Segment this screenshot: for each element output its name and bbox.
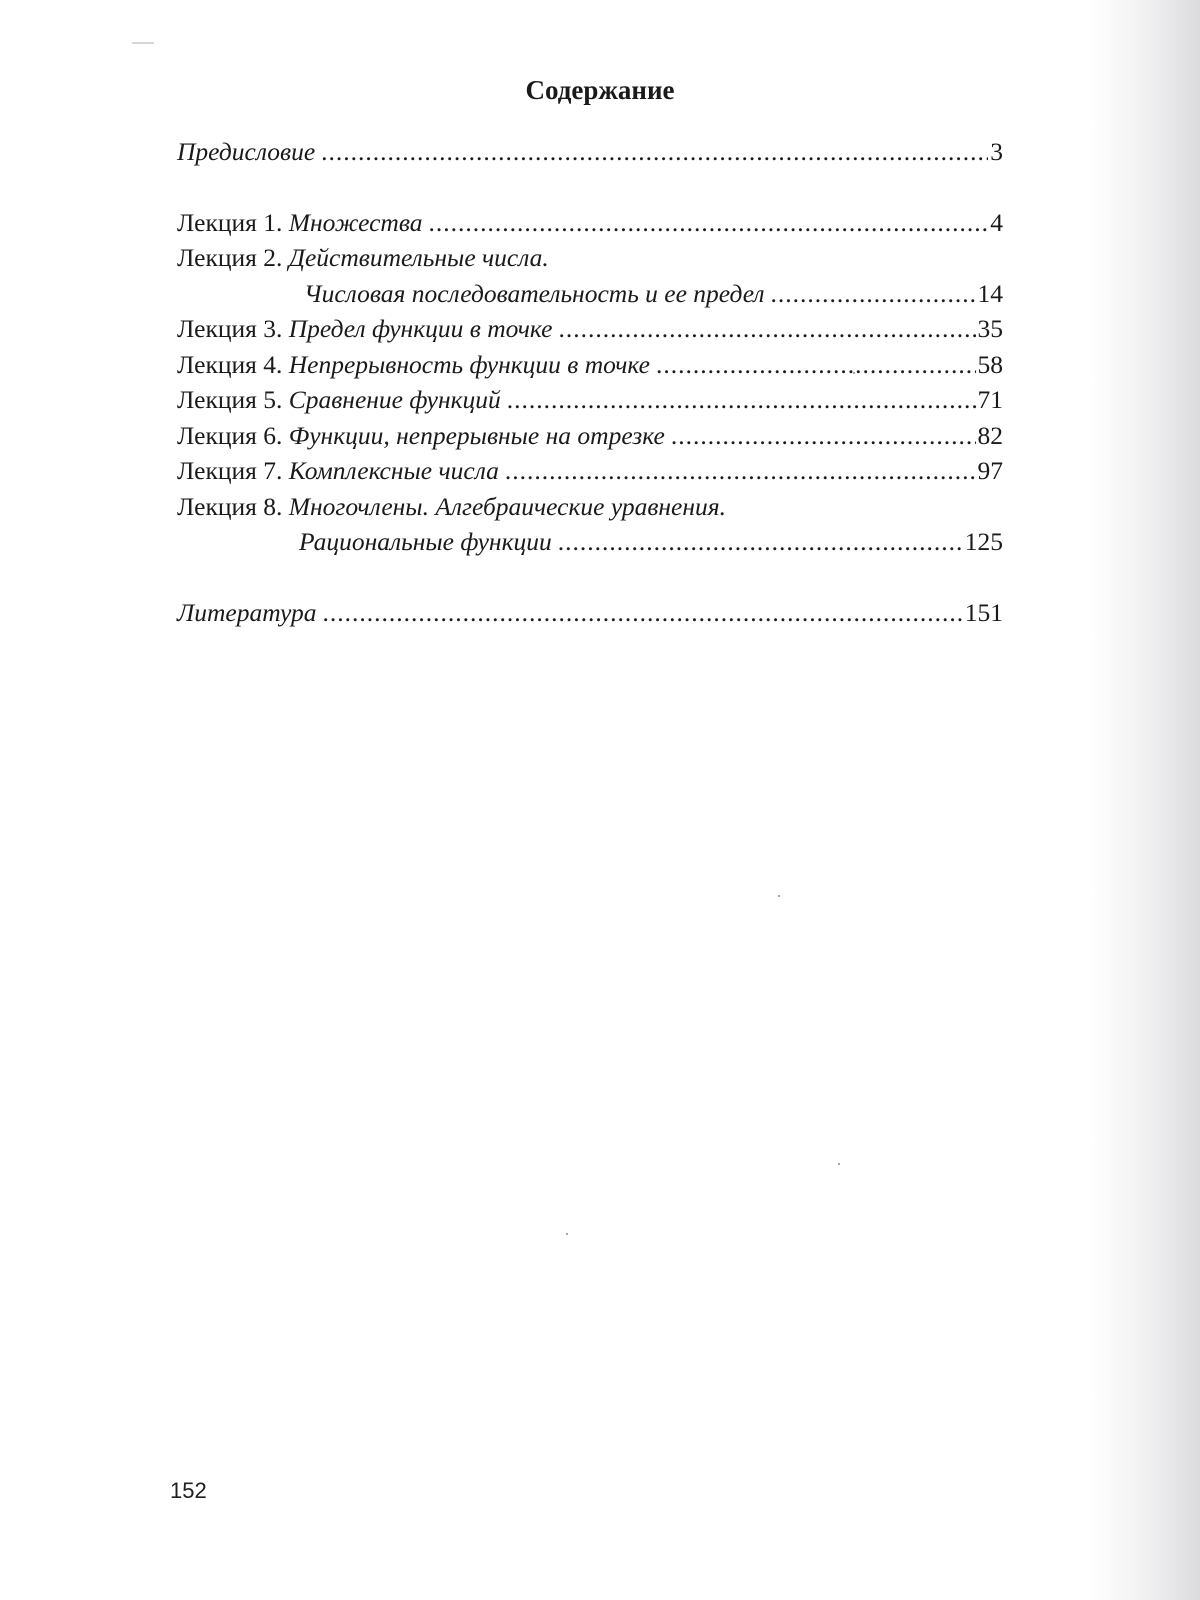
entry-page: 35 (977, 314, 1003, 343)
page-number: 152 (170, 1478, 207, 1503)
toc-entry-lecture-2[interactable] (177, 240, 1003, 276)
dot-leader (321, 134, 988, 170)
dot-leader (771, 276, 976, 312)
entry-label: Лекция 8. (177, 491, 283, 521)
toc-entry-lecture-5[interactable] (177, 382, 1003, 418)
toc-entry-lecture-8[interactable] (177, 489, 1003, 525)
entry-page: 14 (977, 278, 1003, 308)
entry-title-line-2: Числовая последовательность и ее предел (304, 278, 765, 308)
toc-entry-lecture-1[interactable] (177, 205, 1003, 241)
entry-page: 3 (990, 137, 1003, 166)
page-edge-shadow (1090, 0, 1200, 1600)
dot-leader (558, 524, 963, 560)
scan-speck (778, 895, 780, 897)
entry-title-line-2: Рациональные функции (299, 527, 552, 556)
entry-title: Комплексные числа (288, 456, 499, 485)
entry-label: Лекция 7. (177, 456, 283, 485)
entry-page: 97 (977, 456, 1003, 485)
entry-label: Лекция 1. (177, 207, 283, 237)
entry-page: 125 (964, 527, 1003, 556)
table-of-contents (177, 70, 1003, 630)
entry-title-line-1: Многочлены. Алгебраические уравнения. (288, 491, 727, 521)
dot-leader (558, 311, 975, 347)
toc-entry-lecture-3[interactable] (177, 311, 1003, 347)
entry-title: Литература (177, 597, 317, 627)
entry-page: 4 (990, 207, 1003, 237)
entry-title: Предел функции в точке (288, 314, 553, 343)
entry-title: Функции, непрерывные на отрезке (288, 420, 665, 450)
dot-leader (671, 418, 976, 454)
entry-page: 151 (964, 597, 1003, 627)
entry-title-line-1: Действительные числа. (288, 243, 549, 272)
entry-label: Лекция 2. (177, 243, 283, 272)
scan-mark (132, 42, 154, 44)
toc-entry-lecture-6[interactable] (177, 418, 1003, 454)
toc-entry-lecture-8-cont[interactable] (177, 524, 1003, 560)
entry-page: 58 (977, 349, 1003, 379)
entry-label: Лекция 4. (177, 349, 283, 379)
entry-title: Сравнение функций (288, 385, 501, 414)
entry-title: Непрерывность функции в точке (288, 349, 650, 379)
scan-speck (853, 372, 855, 374)
entry-page: 82 (977, 420, 1003, 450)
toc-entry-preface[interactable] (177, 134, 1003, 170)
dot-leader (505, 453, 976, 489)
scan-speck (566, 1233, 568, 1235)
entry-label: Лекция 6. (177, 420, 283, 450)
toc-entry-literature[interactable] (177, 595, 1003, 631)
toc-entry-lecture-2-cont[interactable] (177, 276, 1003, 312)
entry-title: Предисловие (177, 137, 316, 166)
toc-entry-lecture-7[interactable] (177, 453, 1003, 489)
entry-label: Лекция 3. (177, 314, 283, 343)
dot-leader (429, 205, 989, 241)
dot-leader (507, 382, 976, 418)
toc-heading: Содержание (525, 75, 675, 105)
dot-leader (323, 595, 963, 631)
toc-entry-lecture-4[interactable] (177, 347, 1003, 383)
scan-speck (838, 1163, 840, 1165)
entry-label: Лекция 5. (177, 385, 283, 414)
dot-leader (656, 347, 976, 383)
entry-page: 71 (977, 385, 1003, 414)
entry-title: Множества (288, 207, 423, 237)
